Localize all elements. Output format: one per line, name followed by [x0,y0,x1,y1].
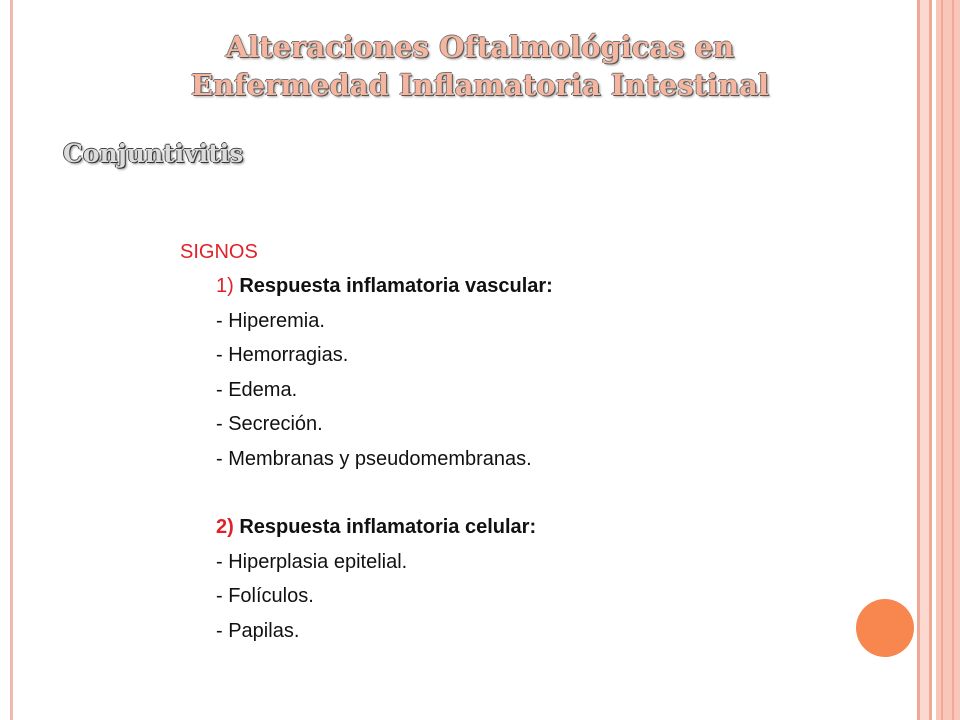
list-item: - Papilas. [216,619,300,642]
section-title: Conjuntivitis [63,139,244,168]
right-decor-stripe [952,0,954,720]
right-decor-stripe [936,0,960,720]
orange-circle-decor [856,599,914,657]
group-2-heading [216,510,553,545]
right-decor-stripe [941,0,943,720]
signs-list [180,235,553,648]
slide-title-line-2: Enfermedad Inflamatoria Intestinal [190,68,770,102]
list-item: - Edema. [216,378,298,401]
list-item: - Membranas y pseudomembranas. [216,447,532,470]
group-1-number: 1) [216,275,234,297]
slide-title [100,28,860,104]
list-item: - Hiperemia. [216,309,325,332]
right-decor-stripe [920,0,929,720]
group-2-number: 2) [216,516,234,538]
list-item: - Folículos. [216,585,314,607]
signs-heading: SIGNOS [180,241,258,263]
group-2-title: Respuesta inflamatoria celular: [239,516,537,538]
left-border-line [10,0,13,720]
list-item: - Hemorragias. [216,344,349,366]
list-item: - Secreción. [216,413,323,435]
vascular-response-group [216,269,553,648]
group-1-title: Respuesta inflamatoria vascular: [239,275,553,297]
group-1-heading [216,269,553,304]
list-item: - Hiperplasia epitelial. [216,550,408,573]
slide-title-line-1: Alteraciones Oftalmológicas en [225,30,735,64]
spacer [216,476,553,510]
